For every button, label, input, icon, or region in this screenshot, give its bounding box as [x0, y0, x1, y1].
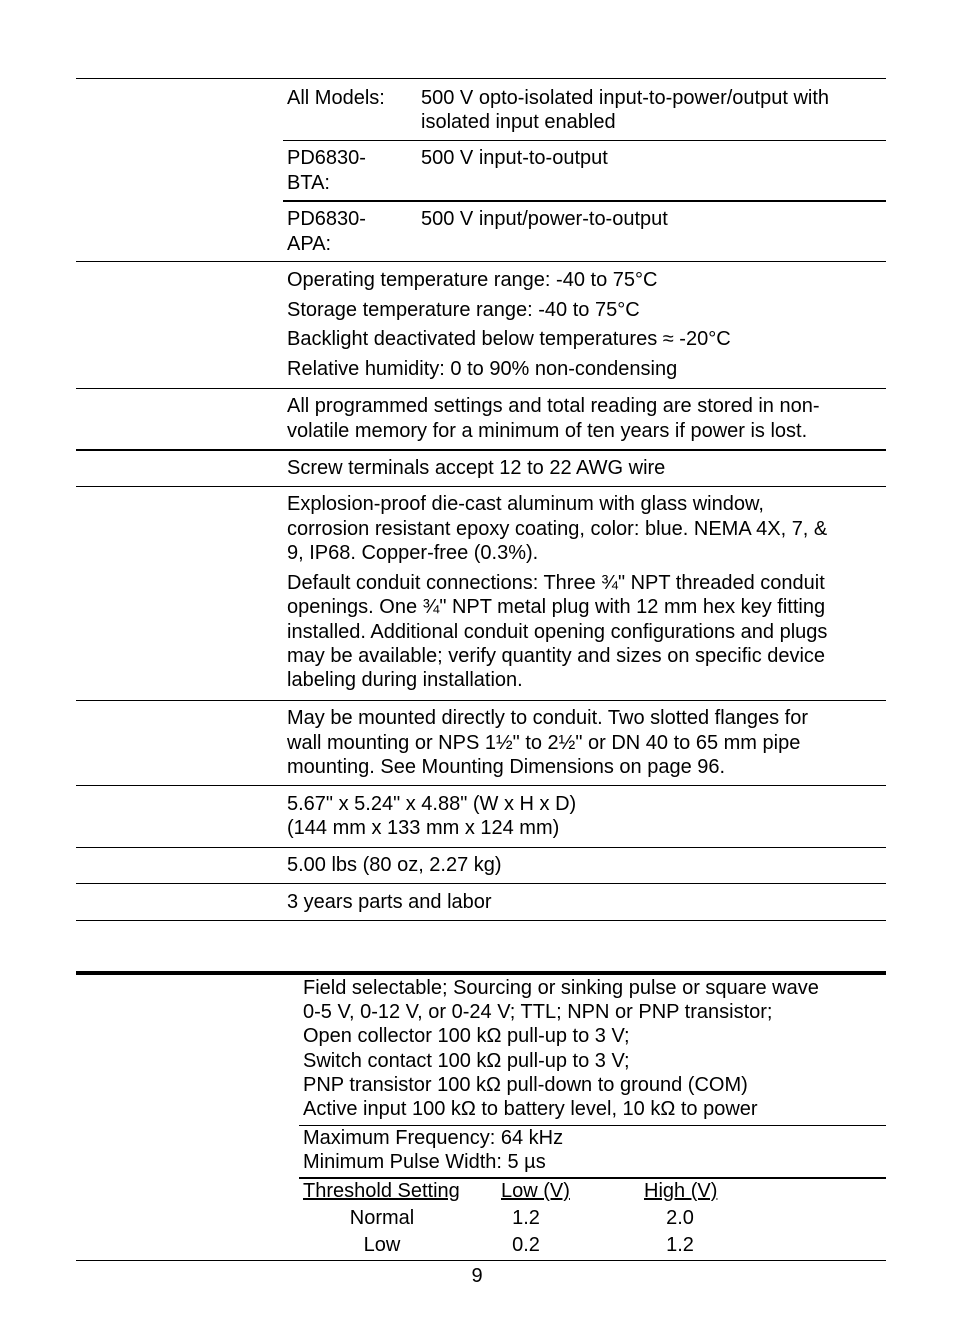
memory-line: All programmed settings and total reading are stored in non-: [287, 395, 820, 417]
isolation-value-line: isolated input enabled: [421, 111, 616, 133]
input-frequency-line: Maximum Frequency: 64 kHz: [303, 1127, 564, 1149]
threshold-header-low: Low (V): [501, 1180, 570, 1202]
threshold-header-high: High (V): [644, 1180, 718, 1202]
enclosure-line: openings. One ¾" NPT metal plug with 12 mm hex key fitting: [287, 596, 826, 618]
section-bottom-rule: [76, 920, 886, 921]
row-divider: [283, 140, 886, 141]
input-type-line: Field selectable; Sourcing or sinking pulse or square wave: [303, 977, 819, 999]
page-number: 9: [471, 1265, 483, 1287]
enclosure-line: labeling during installation.: [287, 669, 523, 691]
threshold-row-high: 2.0: [666, 1207, 694, 1229]
threshold-row-low: 1.2: [512, 1207, 540, 1229]
dimensions-line: (144 mm x 133 mm x 124 mm): [287, 817, 560, 839]
row-divider: [76, 449, 886, 451]
row-divider: [76, 847, 886, 848]
threshold-row-high: 1.2: [666, 1234, 694, 1256]
enclosure-line: Explosion-proof die-cast aluminum with glass window,: [287, 493, 764, 515]
threshold-header-setting: Threshold Setting: [303, 1180, 460, 1202]
isolation-label-apa: PD6830-: [287, 208, 366, 230]
environmental-line: Backlight deactivated below temperatures ≈ -20°C: [287, 328, 731, 350]
threshold-row-low: 0.2: [512, 1234, 540, 1256]
input-frequency-line: Minimum Pulse Width: 5 µs: [303, 1151, 546, 1173]
row-divider: [76, 785, 886, 786]
mounting-line: mounting. See Mounting Dimensions on page 96.: [287, 756, 726, 778]
section-top-rule: [76, 78, 886, 79]
isolation-value-bta: 500 V input-to-output: [421, 147, 608, 169]
mounting-line: wall mounting or NPS 1½" to 2½" or DN 40 to 65 mm pipe: [287, 732, 801, 754]
memory-line: volatile memory for a minimum of ten years if power is lost.: [287, 420, 808, 442]
section-bottom-rule: [76, 1260, 886, 1261]
row-divider: [76, 700, 886, 701]
enclosure-line: 9, IP68. Copper-free (0.3%).: [287, 542, 539, 564]
threshold-row-label: Low: [363, 1234, 401, 1256]
row-divider: [76, 261, 886, 262]
environmental-line: Relative humidity: 0 to 90% non-condensing: [287, 358, 678, 380]
row-divider: [76, 883, 886, 884]
weight-text: 5.00 lbs (80 oz, 2.27 kg): [287, 854, 502, 876]
input-type-line: Active input 100 kΩ to battery level, 10 kΩ to power: [303, 1098, 758, 1120]
enclosure-line: may be available; verify quantity and sizes on specific device: [287, 645, 826, 667]
threshold-row-label: Normal: [349, 1207, 415, 1229]
input-type-line: 0-5 V, 0-12 V, or 0-24 V; TTL; NPN or PNP transistor;: [303, 1001, 773, 1023]
isolation-value-line: 500 V opto-isolated input-to-power/output with: [421, 87, 830, 109]
connections-text: Screw terminals accept 12 to 22 AWG wire: [287, 457, 666, 479]
environmental-line: Operating temperature range: -40 to 75°C: [287, 269, 658, 291]
isolation-label-bta: BTA:: [287, 172, 330, 194]
section-top-rule: [76, 971, 886, 975]
input-type-line: Switch contact 100 kΩ pull-up to 3 V;: [303, 1050, 630, 1072]
mounting-line: May be mounted directly to conduit. Two slotted flanges for: [287, 707, 809, 729]
dimensions-line: 5.67" x 5.24" x 4.88" (W x H x D): [287, 793, 577, 815]
isolation-value-apa: 500 V input/power-to-output: [421, 208, 668, 230]
enclosure-line: Default conduit connections: Three ¾" NPT threaded conduit: [287, 572, 825, 594]
environmental-line: Storage temperature range: -40 to 75°C: [287, 299, 640, 321]
row-divider: [76, 388, 886, 389]
row-divider: [76, 486, 886, 487]
input-type-line: PNP transistor 100 kΩ pull-down to ground (COM): [303, 1074, 748, 1096]
isolation-label-all-models: All Models:: [287, 87, 385, 109]
enclosure-line: corrosion resistant epoxy coating, color: blue. NEMA 4X, 7, &: [287, 518, 828, 540]
isolation-label-apa: APA:: [287, 233, 332, 255]
enclosure-line: installed. Additional conduit opening configurations and plugs: [287, 621, 828, 643]
warranty-text: 3 years parts and labor: [287, 891, 492, 913]
input-type-line: Open collector 100 kΩ pull-up to 3 V;: [303, 1025, 630, 1047]
isolation-label-bta: PD6830-: [287, 147, 366, 169]
row-divider: [283, 200, 886, 202]
